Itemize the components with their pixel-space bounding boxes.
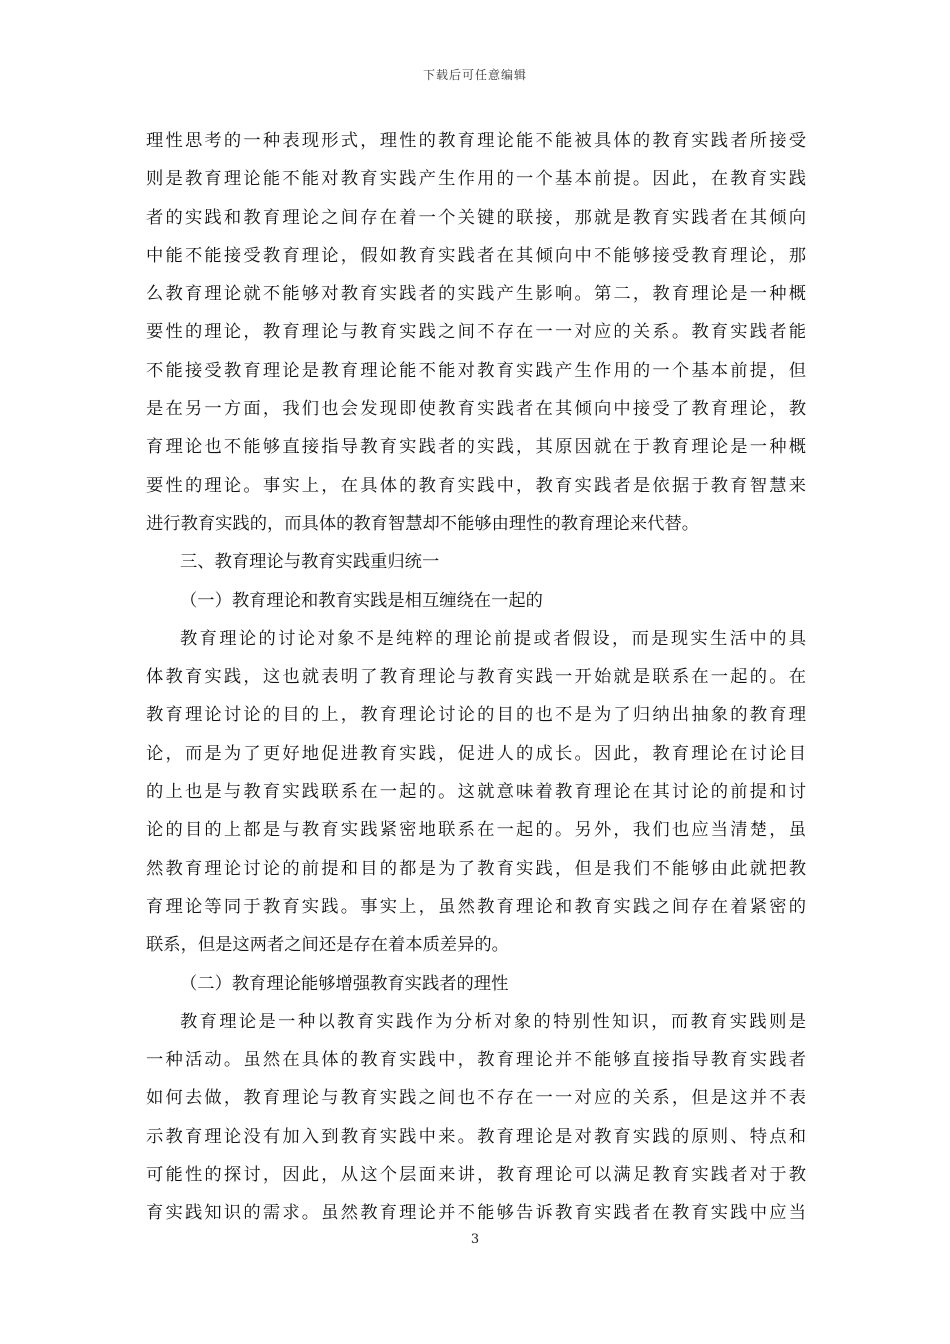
paragraph-line: 不能接受教育理论是教育理论能不能对教育实践产生作用的一个基本前提，但 bbox=[146, 360, 806, 381]
paragraph-line: 中能不能接受教育理论，假如教育实践者在其倾向中不能够接受教育理论，那 bbox=[146, 245, 806, 266]
paragraph-line: 体教育实践，这也就表明了教育理论与教育实践一开始就是联系在一起的。在 bbox=[146, 667, 806, 688]
paragraph-line: 育理论也不能够直接指导教育实践者的实践，其原因就在于教育理论是一种概 bbox=[146, 437, 806, 458]
paragraph-line: 么教育理论就不能够对教育实践者的实践产生影响。第二，教育理论是一种概 bbox=[146, 284, 806, 305]
paragraph-line: 示教育理论没有加入到教育实践中来。教育理论是对教育实践的原则、特点和 bbox=[146, 1126, 806, 1147]
paragraph-line: 是在另一方面，我们也会发现即使教育实践者在其倾向中接受了教育理论，教 bbox=[146, 399, 806, 420]
document-body bbox=[146, 122, 806, 1233]
paragraph-2 bbox=[146, 620, 806, 965]
paragraph-line: 联系，但是这两者之间还是存在着本质差异的。 bbox=[146, 935, 509, 956]
paragraph-line: 育理论等同于教育实践。事实上，虽然教育理论和教育实践之间存在着紧密的 bbox=[146, 896, 806, 917]
paragraph-line: 论，而是为了更好地促进教育实践，促进人的成长。因此，教育理论在讨论目 bbox=[146, 743, 806, 764]
paragraph-line: 教育理论的讨论对象不是纯粹的理论前提或者假设，而是现实生活中的具 bbox=[180, 628, 806, 649]
page-header: 下载后可任意编辑 bbox=[422, 68, 527, 82]
paragraph-line: 则是教育理论能不能对教育实践产生作用的一个基本前提。因此，在教育实践 bbox=[146, 169, 806, 190]
paragraph-line: 要性的理论。事实上，在具体的教育实践中，教育实践者是依据于教育智慧来 bbox=[146, 475, 806, 496]
paragraph-line: 教育理论讨论的目的上，教育理论讨论的目的也不是为了归纳出抽象的教育理 bbox=[146, 705, 806, 726]
subsection-heading: （二）教育理论能够增强教育实践者的理性 bbox=[180, 973, 509, 994]
section-heading: 三、教育理论与教育实践重归统一 bbox=[180, 552, 440, 573]
paragraph-1 bbox=[146, 122, 806, 543]
paragraph-line: 要性的理论，教育理论与教育实践之间不存在一一对应的关系。教育实践者能 bbox=[146, 322, 806, 343]
page-number: 3 bbox=[470, 1232, 480, 1247]
paragraph-line: 可能性的探讨，因此，从这个层面来讲，教育理论可以满足教育实践者对于教 bbox=[146, 1165, 806, 1186]
paragraph-line: 如何去做，教育理论与教育实践之间也不存在一一对应的关系，但是这并不表 bbox=[146, 1088, 806, 1109]
paragraph-line: 论的目的上都是与教育实践紧密地联系在一起的。另外，我们也应当清楚，虽 bbox=[146, 820, 806, 841]
paragraph-line: 者的实践和教育理论之间存在着一个关键的联接，那就是教育实践者在其倾向 bbox=[146, 207, 806, 228]
paragraph-line: 进行教育实践的，而具体的教育智慧却不能够由理性的教育理论来代替。 bbox=[146, 513, 700, 534]
paragraph-line: 然教育理论讨论的前提和目的都是为了教育实践，但是我们不能够由此就把教 bbox=[146, 858, 806, 879]
paragraph-line: 教育理论是一种以教育实践作为分析对象的特别性知识，而教育实践则是 bbox=[180, 1011, 806, 1032]
paragraph-line: 育实践知识的需求。虽然教育理论并不能够告诉教育实践者在教育实践中应当 bbox=[146, 1203, 806, 1224]
paragraph-line: 理性思考的一种表现形式，理性的教育理论能不能被具体的教育实践者所接受 bbox=[146, 131, 806, 151]
paragraph-line: 一种活动。虽然在具体的教育实践中，教育理论并不能够直接指导教育实践者 bbox=[146, 1050, 806, 1071]
subsection-heading: （一）教育理论和教育实践是相互缠绕在一起的 bbox=[180, 590, 543, 611]
paragraph-3 bbox=[146, 1003, 806, 1233]
paragraph-line: 的上也是与教育实践联系在一起的。这就意味着教育理论在其讨论的前提和讨 bbox=[146, 782, 806, 803]
